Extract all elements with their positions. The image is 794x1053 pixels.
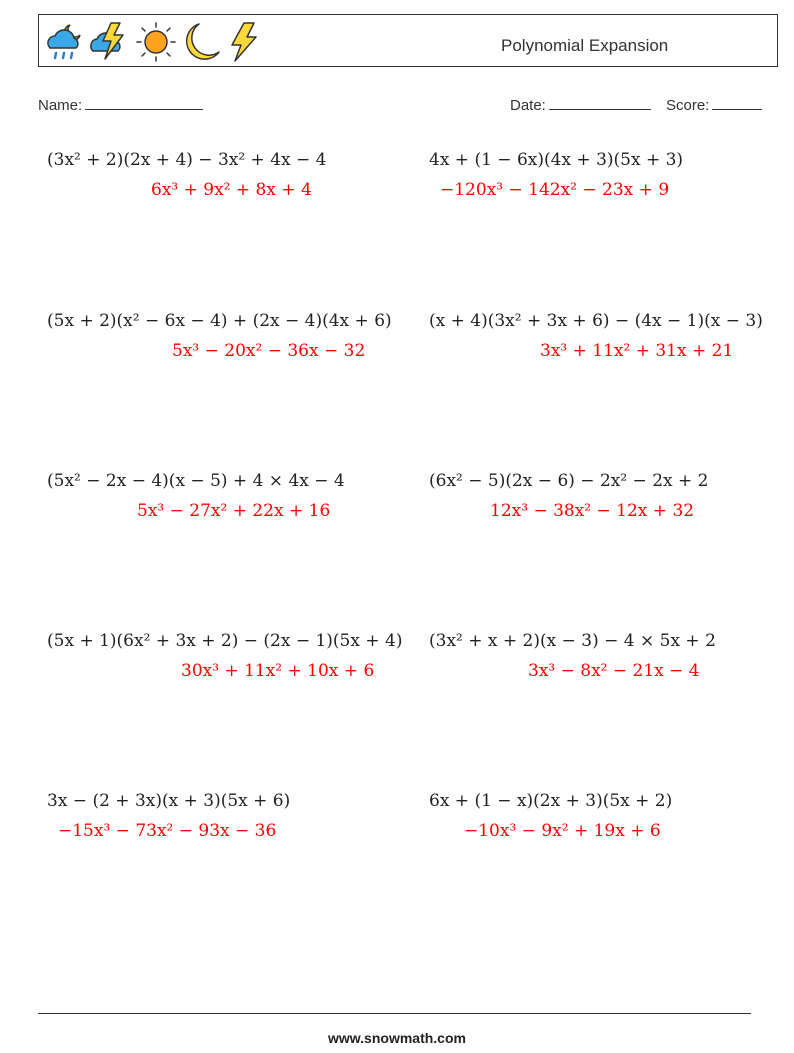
problem-9: 3x − (2 + 3x)(x + 3)(5x + 6) (47, 791, 291, 811)
score-field[interactable] (666, 94, 762, 114)
score-label: Score: (666, 97, 710, 114)
sun-icon (134, 21, 178, 63)
lightning-bolt-icon (226, 21, 262, 63)
score-blank[interactable] (712, 94, 762, 110)
problem-7: (5x + 1)(6x² + 3x + 2) − (2x − 1)(5x + 4) (47, 631, 403, 651)
rain-cloud-moon-icon (42, 21, 88, 63)
name-label: Name: (38, 97, 83, 114)
footer-divider (38, 1013, 751, 1014)
name-field[interactable] (38, 94, 203, 114)
answer-4: 3x³ + 11x² + 31x + 21 (540, 341, 734, 361)
answer-3: 5x³ − 20x² − 36x − 32 (172, 341, 366, 361)
problem-4: (x + 4)(3x² + 3x + 6) − (4x − 1)(x − 3) (429, 311, 763, 331)
date-label: Date: (510, 97, 546, 114)
date-blank[interactable] (549, 94, 651, 110)
date-field[interactable] (510, 94, 651, 114)
answer-10: −10x³ − 9x² + 19x + 6 (464, 821, 661, 841)
moon-icon (179, 21, 223, 63)
problem-1: (3x² + 2)(2x + 4) − 3x² + 4x − 4 (47, 150, 327, 170)
problem-10: 6x + (1 − x)(2x + 3)(5x + 2) (429, 791, 673, 811)
problem-5: (5x² − 2x − 4)(x − 5) + 4 × 4x − 4 (47, 471, 345, 491)
lightning-cloud-icon (87, 21, 135, 63)
footer-url[interactable]: www.snowmath.com (328, 1030, 466, 1046)
answer-9: −15x³ − 73x² − 93x − 36 (58, 821, 277, 841)
problem-6: (6x² − 5)(2x − 6) − 2x² − 2x + 2 (429, 471, 709, 491)
answer-6: 12x³ − 38x² − 12x + 32 (490, 501, 695, 521)
answer-1: 6x³ + 9x² + 8x + 4 (151, 180, 312, 200)
name-blank[interactable] (85, 94, 203, 110)
problem-2: 4x + (1 − 6x)(4x + 3)(5x + 3) (429, 150, 684, 170)
answer-7: 30x³ + 11x² + 10x + 6 (181, 661, 375, 681)
problem-8: (3x² + x + 2)(x − 3) − 4 × 5x + 2 (429, 631, 716, 651)
problem-3: (5x + 2)(x² − 6x − 4) + (2x − 4)(4x + 6) (47, 311, 392, 331)
header-box (38, 14, 778, 67)
answer-2: −120x³ − 142x² − 23x + 9 (440, 180, 670, 200)
answer-5: 5x³ − 27x² + 22x + 16 (137, 501, 331, 521)
answer-8: 3x³ − 8x² − 21x − 4 (528, 661, 700, 681)
worksheet-title: Polynomial Expansion (501, 36, 669, 55)
